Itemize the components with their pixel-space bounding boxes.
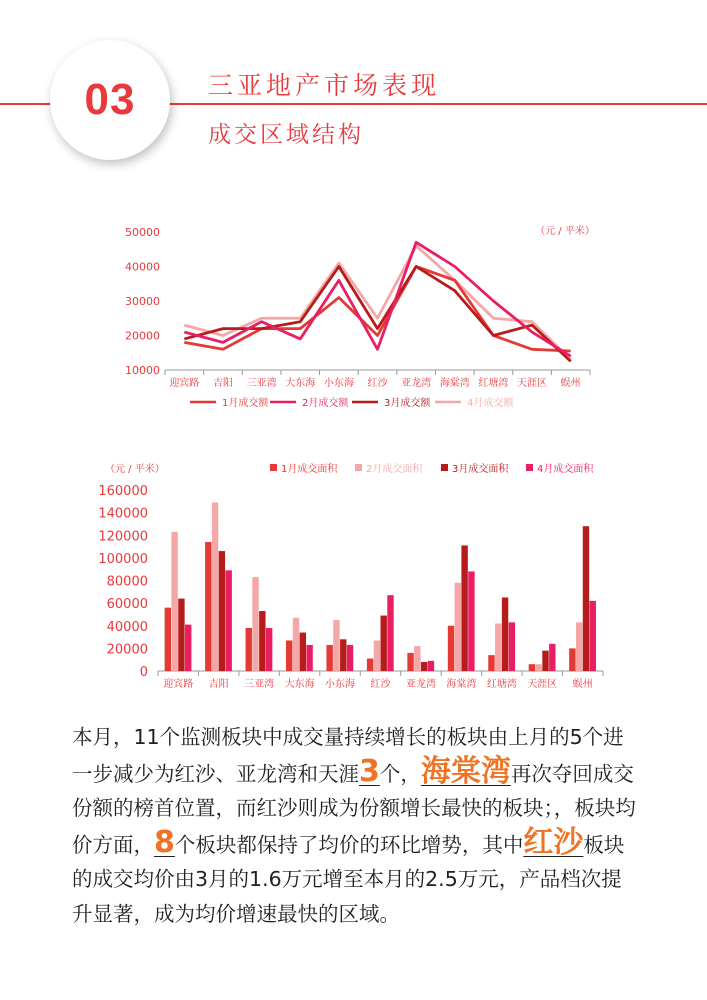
legend-label: 2月成交额 [302, 398, 349, 409]
bar-3 [461, 545, 467, 671]
y-tick-label: 40000 [106, 619, 148, 635]
legend-swatch [355, 464, 362, 471]
bar-1 [165, 608, 171, 671]
bar-4 [266, 628, 272, 671]
bar-4 [306, 645, 312, 671]
legend-swatch [441, 464, 448, 471]
bar-2 [455, 583, 461, 671]
bar-2 [333, 620, 339, 671]
legend-label: 4月成交额 [467, 398, 514, 409]
x-tick-label: 亚龙湾 [405, 679, 436, 690]
y-tick-label: 120000 [98, 529, 148, 545]
x-tick-label: 吉阳 [208, 679, 229, 690]
bar-3 [421, 662, 427, 671]
bar-2 [576, 622, 582, 671]
highlight-number-3: 3 [359, 753, 380, 789]
series-line-1 [184, 267, 570, 352]
x-tick-label: 红塘湾 [486, 679, 517, 690]
bar-4 [387, 595, 393, 671]
bar-3 [542, 651, 548, 671]
section-number: 03 [84, 75, 136, 124]
bar-2 [374, 640, 380, 671]
x-tick-label: 红塘湾 [478, 378, 509, 389]
y-tick-label: 160000 [98, 484, 148, 499]
bar-2 [495, 623, 501, 671]
legend-label: 2月成交面积 [366, 464, 423, 475]
bar-1 [326, 645, 332, 671]
x-tick-label: 迎宾路 [163, 679, 194, 690]
bar-3 [219, 551, 225, 671]
legend-label: 1月成交额 [222, 398, 269, 409]
bar-3 [259, 611, 265, 671]
bar-4 [509, 622, 515, 671]
x-tick-label: 小东海 [325, 679, 356, 690]
bar-2 [212, 502, 218, 671]
y-tick-label: 20000 [125, 329, 160, 343]
bar-4 [468, 571, 474, 671]
bar-1 [246, 628, 252, 671]
bar-3 [381, 616, 387, 671]
y-tick-label: 80000 [106, 574, 148, 590]
unit-label: （元 / 平米） [535, 226, 595, 237]
y-tick-label: 10000 [125, 364, 160, 377]
y-tick-label: 0 [139, 665, 148, 680]
bar-1 [286, 640, 292, 671]
bar-chart [0, 455, 707, 700]
bar-3 [178, 599, 184, 671]
bar-4 [590, 601, 596, 671]
bar-1 [529, 664, 535, 671]
x-tick-label: 蜈州 [572, 679, 593, 690]
bar-1 [569, 648, 575, 671]
y-tick-label: 50000 [125, 226, 160, 239]
summary-paragraph [72, 720, 642, 931]
x-tick-label: 小东海 [323, 378, 354, 389]
y-tick-label: 30000 [125, 295, 160, 308]
legend-label: 1月成交面积 [281, 464, 338, 475]
bar-3 [502, 597, 508, 671]
x-tick-label: 红沙 [367, 378, 388, 389]
bar-2 [252, 577, 258, 671]
bar-1 [205, 542, 211, 671]
x-tick-label: 大东海 [284, 679, 315, 690]
legend-label: 3月成交面积 [452, 464, 509, 475]
legend-swatch [526, 464, 533, 471]
y-tick-label: 140000 [98, 506, 148, 522]
summary-text-1: 本月，11个监测板块中成交量持续增长的板块由上月的5个进一步减少为红沙、亚龙湾和天涯 [72, 725, 624, 786]
x-tick-label: 三亚湾 [244, 679, 275, 690]
bar-2 [536, 664, 542, 671]
bar-1 [448, 626, 454, 671]
highlight-haitangwan: 海棠湾 [420, 753, 511, 789]
section-number-badge [50, 40, 170, 160]
summary-text-2: 个， [379, 761, 421, 786]
highlight-number-8: 8 [154, 824, 175, 860]
x-tick-label: 红沙 [370, 679, 391, 690]
bar-4 [347, 645, 353, 671]
bar-2 [171, 532, 177, 671]
bar-4 [549, 644, 555, 671]
x-tick-label: 三亚湾 [246, 378, 277, 389]
bar-1 [367, 659, 373, 671]
unit-label: （元 / 平米） [105, 464, 165, 475]
summary-text-5: 板块的成交均价由3月的1.6万元增至本月的2.5万元，产品档次提升显著，成为均价增速最快的区域。 [72, 832, 625, 926]
x-tick-label: 大东海 [285, 378, 316, 389]
bar-3 [583, 526, 589, 671]
bar-2 [414, 646, 420, 671]
y-tick-label: 100000 [98, 551, 148, 567]
x-tick-label: 天涯区 [517, 378, 548, 389]
page-title: 三亚地产市场表现 [208, 71, 441, 100]
summary-text-3: 再次夺回成交份额的榜首位置，而红沙则成为份额增长最快的板块；，板块均价方面， [72, 761, 636, 857]
y-tick-label: 60000 [106, 597, 148, 613]
bar-3 [340, 639, 346, 671]
page-subtitle: 成交区域结构 [208, 122, 364, 148]
summary-text-4: 个板块都保持了均价的环比增势，其中 [174, 832, 524, 857]
bar-1 [488, 655, 494, 671]
x-tick-label: 天涯区 [527, 679, 558, 690]
x-tick-label: 海棠湾 [439, 378, 470, 389]
y-tick-label: 20000 [106, 642, 148, 658]
x-tick-label: 迎宾路 [169, 378, 200, 389]
x-tick-label: 吉阳 [212, 378, 233, 389]
highlight-hongsha: 红沙 [523, 824, 584, 860]
bar-2 [293, 618, 299, 671]
x-tick-label: 海棠湾 [446, 679, 477, 690]
bar-4 [428, 661, 434, 671]
y-tick-label: 40000 [125, 260, 160, 274]
bar-3 [300, 633, 306, 671]
legend-swatch [270, 464, 277, 471]
line-chart [0, 210, 707, 420]
x-tick-label: 亚龙湾 [401, 378, 432, 389]
x-tick-label: 蜈州 [560, 378, 581, 389]
bar-4 [225, 570, 231, 671]
bar-1 [407, 653, 413, 671]
legend-label: 3月成交额 [384, 398, 431, 409]
bar-4 [185, 625, 191, 671]
legend-label: 4月成交面积 [537, 464, 594, 475]
